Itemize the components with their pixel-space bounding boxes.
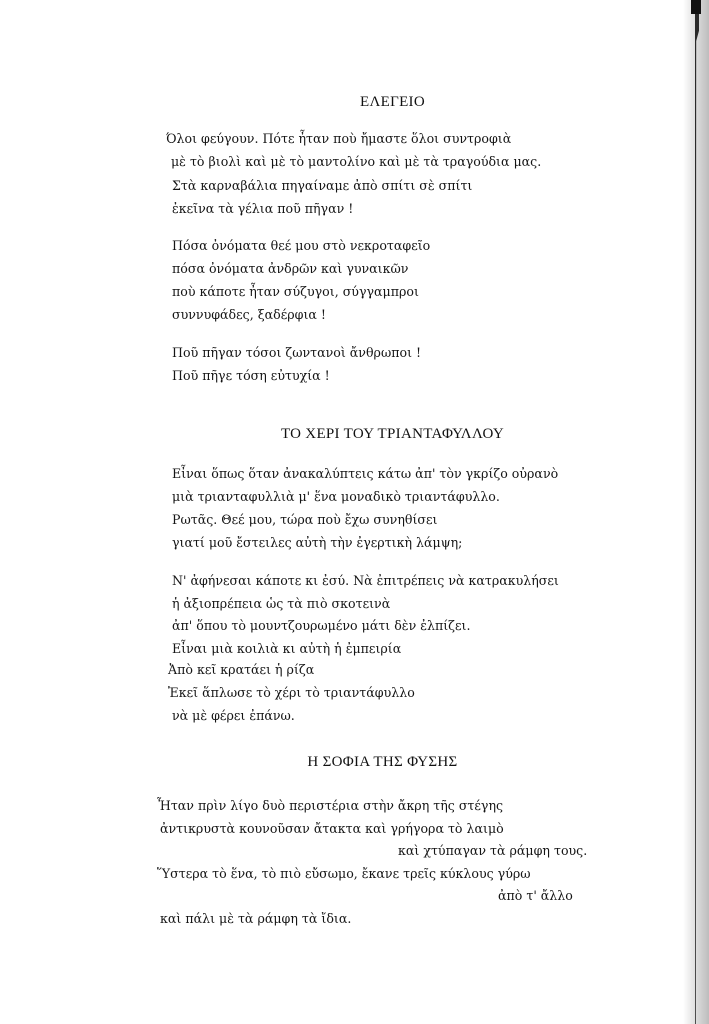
poem-line: πόσα ὀνόματα ἀνδρῶν καὶ γυναικῶν	[172, 261, 409, 276]
poem-line: ἀντικρυστὰ κουνοῦσαν ἄτακτα καὶ γρήγορα τὸ λαιμὸ	[160, 821, 504, 836]
poem-line: Πόσα ὀνόματα θεέ μου στὸ νεκροταφεῖο	[172, 238, 431, 253]
poem-title-sofia: Η ΣΟΦΙΑ ΤΗΣ ΦΥΣΗΣ	[307, 754, 458, 770]
poem-line: γιατί μοῦ ἔστειλες αὐτὴ τὴν ἐγερτικὴ λάμψη;	[172, 535, 463, 550]
poem-line: Εἶναι μιὰ κοιλιὰ κι αὐτὴ ἡ ἐμπειρία	[172, 641, 402, 656]
poem-line: Ἦταν πρὶν λίγο δυὸ περιστέρια στὴν ἄκρη τῆς στέγης	[157, 798, 504, 813]
poem-title-xeri: ΤΟ ΧΕΡΙ ΤΟΥ ΤΡΙΑΝΤΑΦΥΛΛΟΥ	[280, 426, 505, 442]
poem-line: Ὕστερα τὸ ἕνα, τὸ πιὸ εὔσωμο, ἔκανε τρεῖς κύκλους γύρω	[157, 866, 531, 881]
poem-line: καὶ χτύπαγαν τὰ ράμφη τους.	[398, 843, 588, 858]
poem-line: Ν' ἀφήνεσαι κάποτε κι ἐσύ. Νὰ ἐπιτρέπεις νὰ κατρακυλήσει	[172, 573, 559, 588]
poem-line: ἐκεῖνα τὰ γέλια ποῦ πῆγαν !	[172, 201, 354, 216]
poem-line: Ἐκεῖ ἅπλωσε τὸ χέρι τὸ τριαντάφυλλο	[168, 685, 415, 700]
poem-line: μιὰ τριανταφυλλιὰ μ' ἕνα μοναδικὸ τριαντάφυλλο.	[172, 489, 500, 504]
poem-line: ἡ ἀξιοπρέπεια ὡς τὰ πιὸ σκοτεινὰ	[172, 596, 391, 611]
poem-line: ἀπ' ὅπου τὸ μουντζουρωμένο μάτι δὲν ἐλπίζει.	[172, 618, 471, 633]
poem-line: ἀπὸ τ' ἄλλο	[498, 888, 573, 903]
poem-line: Στὰ καρναβάλια πηγαίναμε ἀπὸ σπίτι σὲ σπίτι	[172, 178, 473, 193]
poem-title-elegeio: ΕΛΕΓΕΙΟ	[360, 94, 425, 110]
poem-line: Ἀπὸ κεῖ κρατάει ἡ ρίζα	[168, 662, 315, 677]
poem-line: Όλοι φεύγουν. Πότε ἦταν ποὺ ἤμαστε ὅλοι συντροφιὰ	[166, 131, 512, 146]
poem-line: ποὺ κάποτε ἦταν σύζυγοι, σύγγαμπροι	[172, 284, 419, 299]
poem-line: Ποῦ πῆγαν τόσοι ζωντανοὶ ἄνθρωποι !	[172, 345, 422, 360]
poem-line: συννυφάδες, ξαδέρφια !	[172, 307, 326, 322]
poem-line: μὲ τὸ βιολὶ καὶ μὲ τὸ μαντολίνο καὶ μὲ τὰ τραγούδια μας.	[171, 154, 542, 169]
poem-line: Εἶναι ὅπως ὅταν ἀνακαλύπτεις κάτω ἀπ' τὸν γκρίζο οὐρανὸ	[172, 466, 559, 481]
corner-mark	[691, 0, 701, 14]
poem-line: καὶ πάλι μὲ τὰ ράμφη τὰ ἴδια.	[160, 911, 352, 926]
poem-line: Ποῦ πῆγε τόση εὐτυχία !	[172, 368, 330, 383]
poem-line: νὰ μὲ φέρει ἐπάνω.	[172, 708, 295, 723]
poem-line: Ρωτᾶς. Θεέ μου, τώρα ποὺ ἔχω συνηθίσει	[172, 512, 438, 527]
